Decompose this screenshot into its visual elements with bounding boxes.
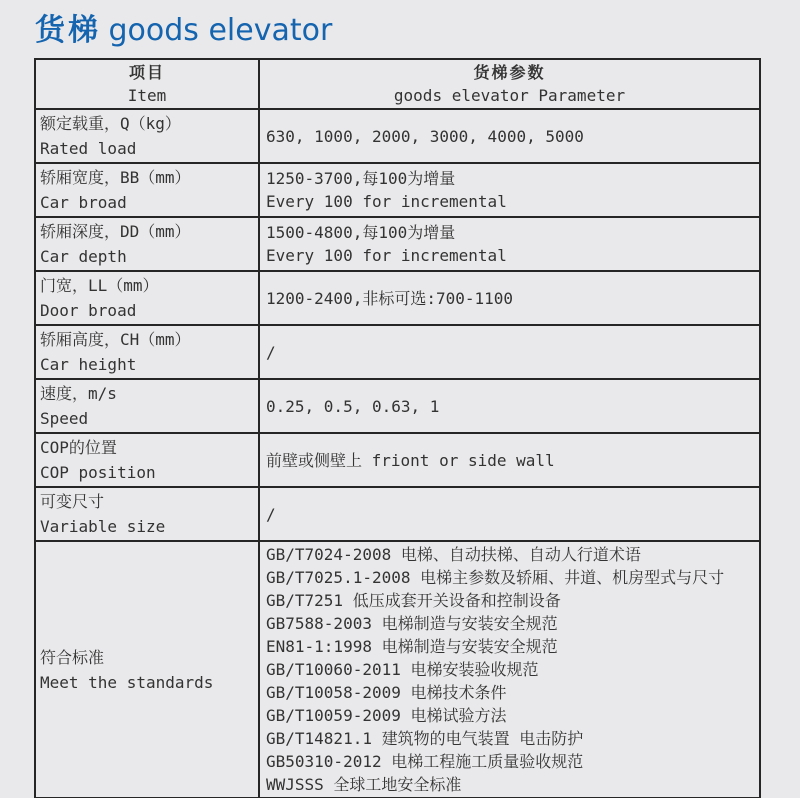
row-label-zh: 额定载重，Q（kg） (40, 114, 181, 133)
row-label-zh: 可变尺寸 (40, 492, 105, 511)
row-label-en: Meet the standards (40, 672, 214, 692)
row-value-variable-size: / (259, 487, 760, 541)
row-label-standards (35, 541, 259, 798)
table-row-rated-load (35, 109, 760, 163)
row-label-car-broad (35, 163, 259, 217)
row-label-en: Speed (40, 409, 89, 428)
row-label-zh: 速度，m/s (40, 384, 117, 403)
row-value-door-broad: 1200-2400,非标可选:700-1100 (259, 271, 760, 325)
row-label-en: Car height (40, 355, 137, 374)
row-label-en: Car broad (40, 193, 127, 212)
table-row-car-depth (35, 217, 760, 271)
row-label-zh: 轿厢宽度，BB（mm） (40, 168, 191, 187)
row-label-car-height (35, 325, 259, 379)
row-label-en: Door broad (40, 301, 137, 320)
row-value-speed: 0.25, 0.5, 0.63, 1 (259, 379, 760, 433)
header-item-cell (35, 59, 259, 109)
row-label-speed (35, 379, 259, 433)
row-label-zh: 轿厢深度，DD（mm） (40, 222, 191, 241)
table-row-speed (35, 379, 760, 433)
row-value-cop-position: 前壁或侧壁上 friont or side wall (259, 433, 760, 487)
table-row-variable-size (35, 487, 760, 541)
row-label-cop-position (35, 433, 259, 487)
table-header-row (35, 59, 760, 109)
header-parameter-en: goods elevator Parameter (393, 86, 626, 105)
header-item-en: Item (127, 86, 167, 105)
row-label-en: Rated load (40, 139, 137, 158)
table-row-car-height (35, 325, 760, 379)
table-row-car-broad (35, 163, 760, 217)
row-label-car-depth (35, 217, 259, 271)
parameters-table (34, 58, 761, 798)
page-title-zh: 货梯 (35, 13, 101, 48)
table-row-door-broad (35, 271, 760, 325)
page-title-en: goods elevator (108, 13, 333, 48)
row-value-car-height: / (259, 325, 760, 379)
header-item-zh: 项目 (128, 63, 165, 82)
table-row-standards (35, 541, 760, 798)
row-label-zh: 门宽，LL（mm） (40, 276, 159, 295)
row-label-zh: 符合标准 (40, 647, 105, 667)
header-parameter-cell (259, 59, 760, 109)
page-title (35, 14, 800, 48)
row-value-rated-load: 630, 1000, 2000, 3000, 4000, 5000 (259, 109, 760, 163)
row-value-standards: GB/T7024-2008 电梯、自动扶梯、自动人行道术语 GB/T7025.1-2008 电梯主参数及轿厢、井道、机房型式与尺寸 GB/T7251 低压成套开关设备和控制设备 GB7588-2003 电梯制造与安装安全规范 EN81-1:1998 电梯制造与安装安全规范 GB/T10060-2011 电梯安装验收规范 GB/T10058-2009 电梯技术条件 GB/T10059-2009 电梯试验方法 GB/T14821.1 建筑物的电气装置 电击防护 GB50310-2012 电梯工程施工质量验收规范 WWJSSS 全球工地安全标准 (259, 541, 760, 798)
table-row-cop-position (35, 433, 760, 487)
row-label-zh: 轿厢高度，CH（mm） (40, 330, 191, 349)
row-label-en: COP position (40, 463, 156, 482)
row-label-variable-size (35, 487, 259, 541)
row-label-door-broad (35, 271, 259, 325)
row-value-car-depth: 1500-4800,每100为增量 Every 100 for incremental (259, 217, 760, 271)
row-label-en: Variable size (40, 517, 166, 536)
row-label-zh: COP的位置 (40, 438, 117, 457)
row-label-rated-load (35, 109, 259, 163)
row-value-car-broad: 1250-3700,每100为增量 Every 100 for incremental (259, 163, 760, 217)
row-label-en: Car depth (40, 247, 127, 266)
header-parameter-zh: 货梯参数 (473, 63, 546, 82)
